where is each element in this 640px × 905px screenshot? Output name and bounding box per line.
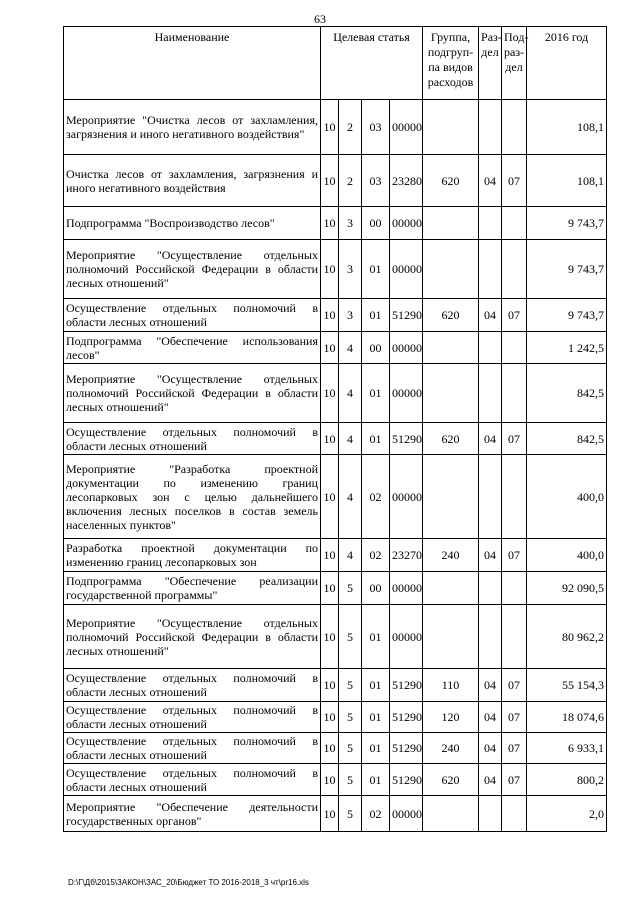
target-code-direction: 00000 (390, 605, 423, 669)
target-code-measure: 01 (362, 669, 390, 702)
target-code-subprogram: 5 (339, 764, 362, 796)
subsection-code (502, 100, 527, 155)
subsection-code: 07 (502, 702, 527, 733)
subsection-code (502, 364, 527, 423)
target-code-program: 10 (321, 240, 339, 299)
subsection-code: 07 (502, 764, 527, 796)
target-code-direction: 00000 (390, 332, 423, 364)
section-code (479, 240, 502, 299)
expense-group (423, 605, 479, 669)
section-code: 04 (479, 539, 502, 572)
target-code-direction: 00000 (390, 364, 423, 423)
table-row (64, 733, 607, 764)
target-code-subprogram: 4 (339, 423, 362, 455)
table-row (64, 332, 607, 364)
expense-group (423, 207, 479, 240)
target-code-program: 10 (321, 155, 339, 207)
target-code-measure: 03 (362, 155, 390, 207)
section-code (479, 207, 502, 240)
target-code-direction: 23280 (390, 155, 423, 207)
target-code-subprogram: 2 (339, 100, 362, 155)
target-code-program: 10 (321, 669, 339, 702)
table-row (64, 299, 607, 332)
budget-table (63, 26, 607, 832)
header-target: Целевая статья (321, 27, 423, 100)
target-code-program: 10 (321, 764, 339, 796)
amount-2016: 1 242,5 (527, 332, 607, 364)
target-code-measure: 00 (362, 207, 390, 240)
target-code-direction: 51290 (390, 423, 423, 455)
expense-group (423, 796, 479, 832)
section-code: 04 (479, 733, 502, 764)
section-code (479, 100, 502, 155)
target-code-subprogram: 5 (339, 669, 362, 702)
row-name: Подпрограмма "Обеспечение реализации государственной программы" (64, 572, 321, 605)
page-number: 63 (314, 12, 326, 26)
subsection-code: 07 (502, 733, 527, 764)
section-code (479, 605, 502, 669)
expense-group (423, 364, 479, 423)
target-code-measure: 02 (362, 796, 390, 832)
amount-2016: 80 962,2 (527, 605, 607, 669)
row-name: Подпрограмма "Воспроизводство лесов" (64, 207, 321, 240)
expense-group (423, 100, 479, 155)
target-code-program: 10 (321, 100, 339, 155)
expense-group: 620 (423, 423, 479, 455)
row-name: Мероприятие "Разработка проектной документации по изменению границ лесопарковых зон с целью дальнейшего включения лесных поселков в состав земель населенных пунктов" (64, 455, 321, 539)
table-row (64, 364, 607, 423)
target-code-measure: 01 (362, 605, 390, 669)
subsection-code (502, 455, 527, 539)
expense-group: 240 (423, 733, 479, 764)
amount-2016: 92 090,5 (527, 572, 607, 605)
subsection-code (502, 605, 527, 669)
table-row (64, 796, 607, 832)
amount-2016: 55 154,3 (527, 669, 607, 702)
target-code-subprogram: 5 (339, 702, 362, 733)
target-code-subprogram: 2 (339, 155, 362, 207)
amount-2016: 842,5 (527, 364, 607, 423)
target-code-subprogram: 3 (339, 240, 362, 299)
subsection-code (502, 240, 527, 299)
target-code-subprogram: 4 (339, 364, 362, 423)
target-code-subprogram: 5 (339, 572, 362, 605)
row-name: Осуществление отдельных полномочий в области лесных отношений (64, 669, 321, 702)
target-code-program: 10 (321, 299, 339, 332)
header-section: Раз-дел (479, 27, 502, 100)
subsection-code (502, 332, 527, 364)
target-code-direction: 51290 (390, 299, 423, 332)
row-name: Очистка лесов от захламления, загрязнения и иного негативного воздействия (64, 155, 321, 207)
section-code: 04 (479, 764, 502, 796)
section-code (479, 796, 502, 832)
target-code-program: 10 (321, 605, 339, 669)
expense-group: 110 (423, 669, 479, 702)
section-code (479, 572, 502, 605)
header-row (64, 27, 607, 100)
expense-group: 620 (423, 764, 479, 796)
table-row (64, 455, 607, 539)
section-code: 04 (479, 702, 502, 733)
target-code-program: 10 (321, 733, 339, 764)
target-code-measure: 01 (362, 702, 390, 733)
target-code-direction: 23270 (390, 539, 423, 572)
target-code-program: 10 (321, 332, 339, 364)
amount-2016: 18 074,6 (527, 702, 607, 733)
subsection-code (502, 207, 527, 240)
amount-2016: 842,5 (527, 423, 607, 455)
table-row (64, 605, 607, 669)
target-code-program: 10 (321, 702, 339, 733)
amount-2016: 108,1 (527, 100, 607, 155)
section-code (479, 364, 502, 423)
subsection-code: 07 (502, 299, 527, 332)
target-code-subprogram: 4 (339, 539, 362, 572)
target-code-program: 10 (321, 572, 339, 605)
section-code: 04 (479, 299, 502, 332)
row-name: Мероприятие "Очистка лесов от захламления, загрязнения и иного негативного воздействия" (64, 100, 321, 155)
subsection-code: 07 (502, 669, 527, 702)
expense-group: 620 (423, 155, 479, 207)
target-code-direction: 00000 (390, 207, 423, 240)
header-year: 2016 год (527, 27, 607, 100)
row-name: Осуществление отдельных полномочий в области лесных отношений (64, 423, 321, 455)
amount-2016: 9 743,7 (527, 299, 607, 332)
header-subsection: Под-раз-дел (502, 27, 527, 100)
target-code-program: 10 (321, 423, 339, 455)
row-name: Разработка проектной документации по изменению границ лесопарковых зон (64, 539, 321, 572)
target-code-subprogram: 5 (339, 605, 362, 669)
row-name: Подпрограмма "Обеспечение использования лесов" (64, 332, 321, 364)
target-code-measure: 01 (362, 733, 390, 764)
target-code-measure: 02 (362, 455, 390, 539)
table-row (64, 669, 607, 702)
table-row (64, 100, 607, 155)
target-code-measure: 02 (362, 539, 390, 572)
row-name: Осуществление отдельных полномочий в области лесных отношений (64, 733, 321, 764)
section-code: 04 (479, 423, 502, 455)
row-name: Осуществление отдельных полномочий в области лесных отношений (64, 299, 321, 332)
row-name: Мероприятие "Осуществление отдельных полномочий Российской Федерации в области лесных отношений" (64, 240, 321, 299)
target-code-measure: 01 (362, 764, 390, 796)
target-code-measure: 03 (362, 100, 390, 155)
target-code-direction: 00000 (390, 240, 423, 299)
row-name: Осуществление отдельных полномочий в области лесных отношений (64, 702, 321, 733)
table-row (64, 240, 607, 299)
target-code-direction: 00000 (390, 455, 423, 539)
subsection-code (502, 796, 527, 832)
target-code-subprogram: 4 (339, 455, 362, 539)
table-row (64, 423, 607, 455)
expense-group (423, 572, 479, 605)
expense-group: 120 (423, 702, 479, 733)
target-code-measure: 01 (362, 240, 390, 299)
table-row (64, 702, 607, 733)
section-code: 04 (479, 155, 502, 207)
amount-2016: 800,2 (527, 764, 607, 796)
target-code-subprogram: 3 (339, 299, 362, 332)
subsection-code (502, 572, 527, 605)
subsection-code: 07 (502, 423, 527, 455)
section-code (479, 455, 502, 539)
expense-group: 620 (423, 299, 479, 332)
amount-2016: 400,0 (527, 539, 607, 572)
target-code-program: 10 (321, 455, 339, 539)
row-name: Мероприятие "Осуществление отдельных полномочий Российской Федерации в области лесных отношений" (64, 364, 321, 423)
target-code-direction: 51290 (390, 669, 423, 702)
header-group: Группа, подгруп-па видов расходов (423, 27, 479, 100)
expense-group (423, 455, 479, 539)
section-code: 04 (479, 669, 502, 702)
header-name: Наименование (64, 27, 321, 100)
amount-2016: 9 743,7 (527, 240, 607, 299)
target-code-direction: 51290 (390, 764, 423, 796)
target-code-measure: 00 (362, 572, 390, 605)
target-code-subprogram: 3 (339, 207, 362, 240)
target-code-direction: 00000 (390, 796, 423, 832)
target-code-subprogram: 4 (339, 332, 362, 364)
expense-group (423, 240, 479, 299)
expense-group: 240 (423, 539, 479, 572)
target-code-subprogram: 5 (339, 796, 362, 832)
expense-group (423, 332, 479, 364)
target-code-subprogram: 5 (339, 733, 362, 764)
table-row (64, 764, 607, 796)
target-code-program: 10 (321, 796, 339, 832)
file-path-footer: D:\Г\Дб\2015\ЗАКОН\ЗАС_20\Бюджет ТО 2016-2018_3 чт\pr16.xls (68, 878, 309, 887)
target-code-program: 10 (321, 539, 339, 572)
amount-2016: 6 933,1 (527, 733, 607, 764)
row-name: Мероприятие "Обеспечение деятельности государственных органов" (64, 796, 321, 832)
table-row (64, 572, 607, 605)
amount-2016: 2,0 (527, 796, 607, 832)
target-code-direction: 51290 (390, 702, 423, 733)
amount-2016: 400,0 (527, 455, 607, 539)
target-code-measure: 01 (362, 299, 390, 332)
target-code-measure: 00 (362, 332, 390, 364)
target-code-direction: 00000 (390, 100, 423, 155)
table-row (64, 207, 607, 240)
row-name: Осуществление отдельных полномочий в области лесных отношений (64, 764, 321, 796)
row-name: Мероприятие "Осуществление отдельных полномочий Российской Федерации в области лесных отношений" (64, 605, 321, 669)
target-code-measure: 01 (362, 364, 390, 423)
target-code-direction: 51290 (390, 733, 423, 764)
target-code-program: 10 (321, 364, 339, 423)
amount-2016: 108,1 (527, 155, 607, 207)
amount-2016: 9 743,7 (527, 207, 607, 240)
subsection-code: 07 (502, 155, 527, 207)
subsection-code: 07 (502, 539, 527, 572)
target-code-program: 10 (321, 207, 339, 240)
table-row (64, 155, 607, 207)
target-code-measure: 01 (362, 423, 390, 455)
target-code-direction: 00000 (390, 572, 423, 605)
table-row (64, 539, 607, 572)
section-code (479, 332, 502, 364)
